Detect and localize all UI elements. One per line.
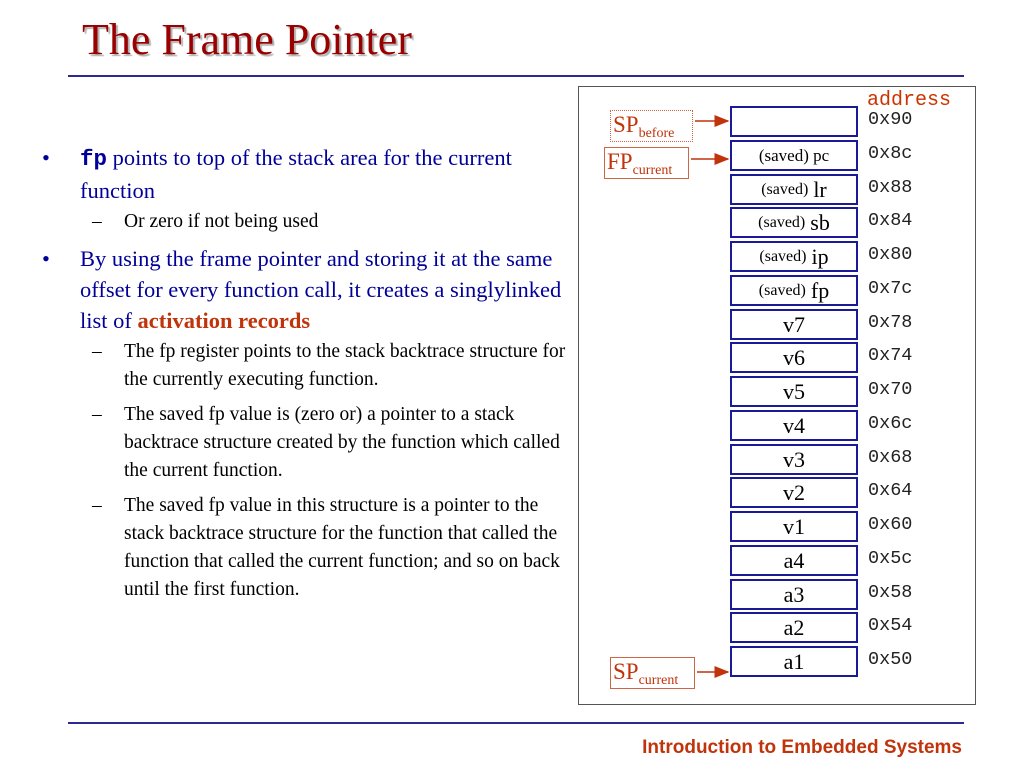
stack-cell [730,477,858,508]
stack-cell-label: v3 [783,446,805,472]
bullet-frame-pointer [40,243,575,336]
bullet-frame-pointer-text: By using the frame pointer and storing it at the same offset for every function call, it creates a singlylinked list of [80,246,562,333]
stack-cell [730,309,858,340]
stack-address: 0x60 [868,514,913,535]
stack-cell-label: v5 [783,378,805,404]
sub-bullet-text: The fp register points to the stack backtrace structure for the currently executing function. [124,341,566,390]
fp-current-pointer: $FP_{current}$ [604,147,689,179]
stack-cell [730,612,858,643]
stack-cell-label: v2 [783,479,805,505]
sub-bullet-saved-fp-chain [40,492,575,604]
stack-address: 0x64 [868,480,913,501]
stack-address: 0x88 [868,177,913,198]
stack-address: 0x8c [868,143,913,164]
dash-icon: – [92,211,102,232]
saved-prefix: (saved) [758,281,806,299]
stack-cell-label: fp [810,277,830,303]
stack-address: 0x6c [868,413,913,434]
stack-cell [730,207,858,238]
activation-records-highlight: activation records [137,308,311,333]
slide-title: The Frame Pointer [82,15,412,64]
stack-cell [730,545,858,576]
stack-cell [730,376,858,407]
bullet-list [40,142,575,611]
stack-cell [730,511,858,542]
stack-address: 0x58 [868,582,913,603]
sp-current-pointer: $SP_{current}$ [610,657,695,689]
sp-before-pointer: $SP_{before}$ [610,110,693,142]
stack-cell-label: a3 [783,581,805,607]
stack-cell [730,342,858,373]
sub-bullet-zero-text: Or zero if not being used [124,211,319,232]
stack-cell-label: v7 [783,311,805,337]
stack-cell [730,106,858,137]
sub-bullet-text: The saved fp value in this structure is a pointer to the stack backtrace structure for the function that called the function that called the current function; and so on back until the first function. [124,495,560,600]
stack-address: 0x74 [868,345,913,366]
stack-cell [730,174,858,205]
fp-code: fp [80,146,108,172]
stack-cell-label: a1 [783,648,805,674]
stack-cell-label: v1 [783,513,805,539]
stack-address: 0x5c [868,548,913,569]
dash-icon: – [92,495,102,516]
stack-cell [730,444,858,475]
stack-diagram [578,86,976,705]
top-divider [68,75,964,77]
bottom-divider [68,722,964,724]
stack-address: 0x7c [868,278,913,299]
address-header: address [867,89,952,112]
sub-bullet-saved-fp [40,401,575,485]
stack-cell [730,579,858,610]
stack-cell-label: ip [811,243,829,269]
bullet-dot-icon: • [42,246,50,271]
stack-address: 0x84 [868,210,913,231]
stack-cell-label: a2 [783,614,805,640]
stack-address: 0x54 [868,615,913,636]
stack-address: 0x90 [868,109,913,130]
stack-cell [730,275,858,306]
stack-cell-label: v4 [783,412,805,438]
stack-address: 0x80 [868,244,913,265]
saved-prefix: (saved) [761,180,809,198]
stack-address: 0x50 [868,649,913,670]
stack-cell-label: (saved) pc [758,145,830,165]
saved-prefix: (saved) [759,247,807,265]
dash-icon: – [92,341,102,362]
stack-cell-label: lr [813,176,827,202]
stack-cell [730,241,858,272]
sub-bullet-zero [40,208,575,236]
sub-bullet-text: The saved fp value is (zero or) a pointer to a stack backtrace structure created by the function which called the current function. [124,404,560,481]
stack-address: 0x68 [868,447,913,468]
stack-cell-label: sb [810,209,830,235]
stack-cell-label: v6 [783,344,805,370]
bullet-fp [40,142,575,206]
stack-cell-label: a4 [783,547,805,573]
stack-cell [730,646,858,677]
footer-course-title: Introduction to Embedded Systems [642,737,962,758]
stack-cell [730,140,858,171]
bullet-fp-text: points to top of the stack area for the current function [80,145,512,203]
stack-address: 0x78 [868,312,913,333]
saved-prefix: (saved) [758,213,806,231]
sub-bullet-fp-register [40,338,575,394]
dash-icon: – [92,404,102,425]
bullet-dot-icon: • [42,145,50,170]
stack-address: 0x70 [868,379,913,400]
stack-cell [730,410,858,441]
